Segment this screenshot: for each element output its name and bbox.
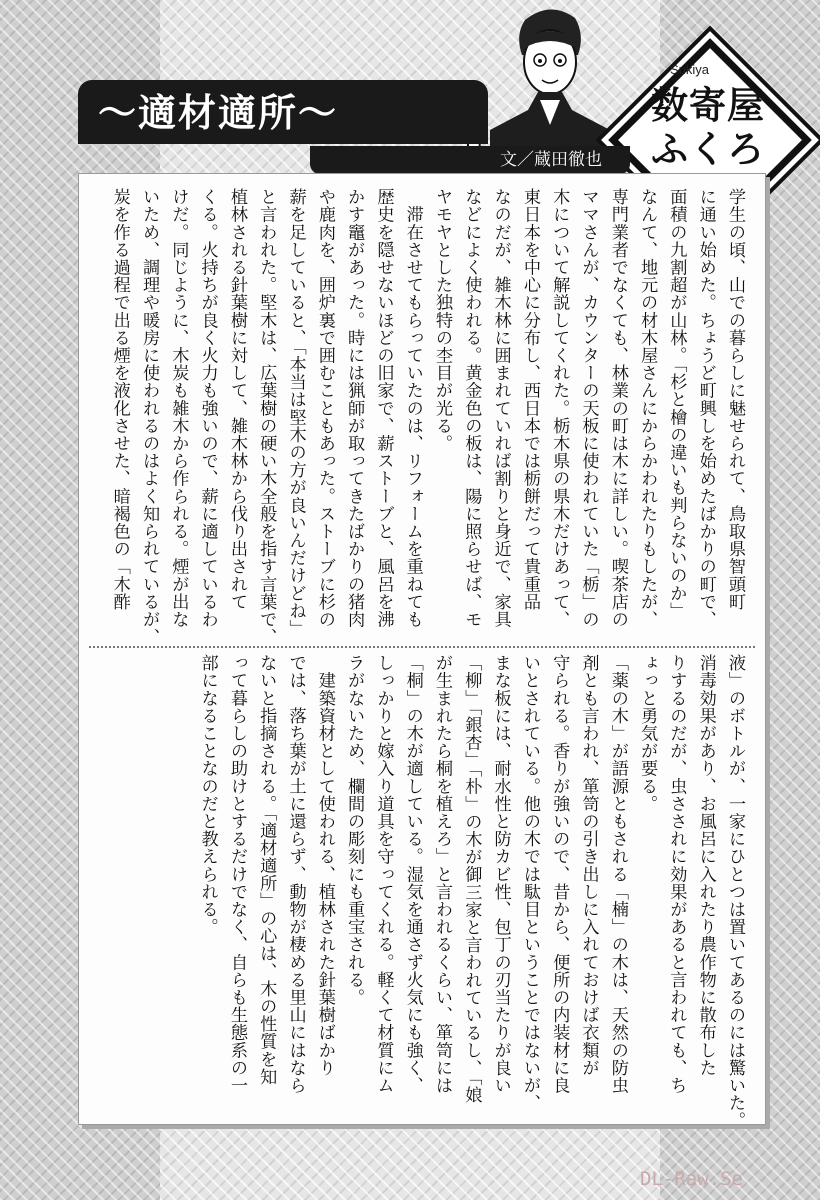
text-column: では、落ち葉が土に還らず、動物が棲める里山にはなら	[285, 654, 306, 1094]
text-column: けだ。同じように、木炭も雑木から作られる。煙が出な	[168, 188, 189, 628]
text-column: りするのだが、虫さされに効果があると言われても、ち	[666, 654, 687, 1094]
text-column: ヤモヤとした独特の杢目が光る。	[432, 188, 453, 452]
section-divider	[89, 646, 755, 648]
text-column: って暮らしの助けとするだけでなく、自らも生態系の一	[226, 654, 247, 1094]
text-column: ないと指摘される。「適材適所」の心は、木の性質を知	[256, 654, 277, 1086]
author-credit: 文／蔵田徹也	[500, 150, 602, 170]
text-column: 滞在させてもらっていたのは、リフォームを重ねても	[402, 188, 423, 628]
text-column: 消毒効果があり、お風呂に入れたり農作物に散布した	[695, 654, 716, 1077]
logo-title	[638, 83, 778, 171]
logo-title-line1: 数寄屋	[651, 83, 765, 127]
text-column: 炭を作る過程で出る煙を液化させた、暗褐色の「木酢	[109, 188, 130, 611]
text-column: や鹿肉を、囲炉裏で囲むこともあった。ストーブに杉の	[314, 188, 335, 628]
text-column: なのだが、雑木林に囲まれていれば割りと身近で、家具	[490, 188, 511, 628]
text-column: 「桐」の木が適している。湿気を通さず火気にも強く、	[402, 654, 423, 1094]
text-column: 歴史を隠せないほどの旧家で、薪ストーブと、風呂を沸	[373, 188, 394, 628]
text-column: 建築資材として使われる、植林された針葉樹ばかり	[314, 654, 335, 1077]
text-column: まな板には、耐水性と防カビ性、包丁の刃当たりが良い	[490, 654, 511, 1094]
text-column: 面積の九割超が山林。「杉と檜の違いも判らないのか」	[666, 188, 687, 620]
text-column: 部になることなのだと教えられる。	[197, 654, 218, 936]
text-column: 学生の頃、山での暮らしに魅せられて、鳥取県智頭町	[725, 188, 745, 611]
text-column: 東日本を中心に分布し、西日本では栃餅だって貴重品	[519, 188, 540, 611]
text-column: 木について解説してくれた。栃木県の県木だけあって、	[549, 188, 570, 628]
article-title: 〜適材適所〜	[98, 90, 339, 135]
logo-romaji-top: Sukiya	[670, 62, 710, 77]
text-column: なんて、地元の材木屋さんにからかわれたりもしたが、	[637, 188, 658, 628]
text-column: と言われた。堅木は、広葉樹の硬い木全般を指す言葉で、	[256, 188, 277, 646]
text-column: に通い始めた。ちょうど町興しを始めたばかりの町で、	[695, 188, 716, 628]
logo-title-line2: ふくろ	[651, 127, 765, 171]
text-column: 液」のボトルが、一家にひとつは置いてあるのには驚いた。	[725, 654, 745, 1130]
article-section-top	[104, 188, 749, 646]
watermark: DL-Raw.Se	[640, 1168, 743, 1190]
text-column: くる。火持ちが良く火力も強いので、薪に適しているわ	[197, 188, 218, 628]
text-column: 「薬の木」が語源ともされる「楠」の木は、天然の防虫	[607, 654, 628, 1094]
text-column: ょっと勇気が要る。	[637, 654, 658, 813]
article-section-bottom	[192, 654, 749, 1130]
text-column: しっかりと嫁入り道具を守ってくれる。軽くて材質にム	[373, 654, 394, 1094]
text-column: 薪を足していると、「本当は堅木の方が良いんだけどね」	[285, 188, 306, 637]
text-column: が生まれたら桐を植えろ」と言われるくらい、箪笥には	[432, 654, 453, 1094]
text-column: かす竈があった。時には猟師が取ってきたばかりの猪肉	[344, 188, 365, 628]
text-column: 守られる。香りが強いので、昔から、便所の内装材に良	[549, 654, 570, 1094]
text-column: 専門業者でなくても、林業の町は木に詳しい。喫茶店の	[607, 188, 628, 628]
text-column: ラがないため、欄間の彫刻にも重宝される。	[344, 654, 365, 1006]
text-column: 植林される針葉樹に対して、雑木林から伐り出されて	[226, 188, 247, 611]
text-column: 「柳」「銀杏」「朴」の木が御三家と言われているし、「娘	[461, 654, 482, 1104]
text-column: などによく使われる。黄金色の板は、陽に照らせば、モ	[461, 188, 482, 628]
text-column: 剤とも言われ、箪笥の引き出しに入れておけば衣類が	[578, 654, 599, 1077]
text-column: いとされている。他の木では駄目ということではないが、	[519, 654, 540, 1112]
text-column: いため、調理や暖房に使われるのはよく知られているが、	[139, 188, 160, 646]
article-paper	[78, 173, 766, 1130]
text-column: ママさんが、カウンターの天板に使われていた「栃」の	[578, 188, 599, 628]
